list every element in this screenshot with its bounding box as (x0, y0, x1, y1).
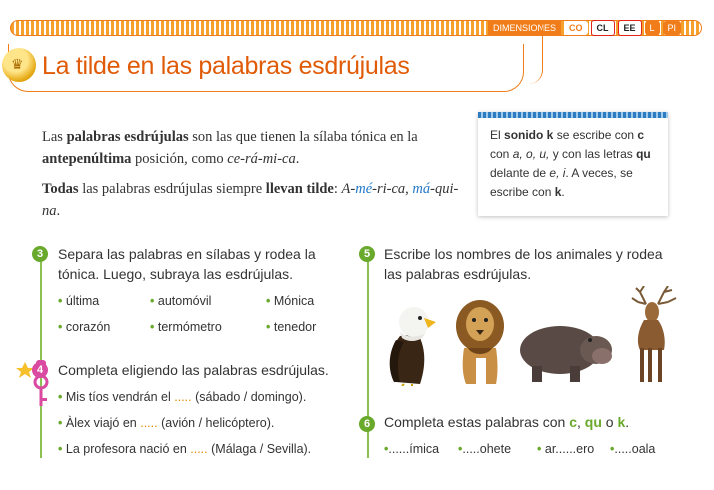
dimensions-bar (488, 20, 681, 36)
dimensions-label: DIMENSIONES (488, 21, 561, 35)
activity-6-word-1: •......ímica (384, 442, 440, 456)
activity-5-number: 5 (359, 246, 375, 262)
intro-paragraph-2: Todas las palabras esdrújulas siempre llevan tilde: A-mé-ri-ca, má-qui-na. (42, 181, 459, 219)
chip-co: CO (564, 21, 588, 35)
activity-4-item-3: • La profesora nació en ..... (Málaga / Sevilla). (58, 442, 312, 456)
activity-3-number: 3 (32, 246, 48, 262)
activity-4-instruction: Completa eligiendo las palabras esdrújulas. (58, 362, 329, 378)
deer-image (618, 286, 684, 386)
eagle-image (382, 300, 442, 386)
activity-3-word-4: • corazón (58, 320, 111, 334)
activity-5-instruction: Escribe los nombres de los animales y rodea las palabras esdrújulas. (384, 246, 663, 282)
lion-image (446, 298, 516, 386)
activity-3-word-1: • última (58, 294, 100, 308)
intro-paragraph-1: Las palabras esdrújulas son las que tienen la sílaba tónica en la antepenúltima posición, como ce-rá-mi-ca. (42, 129, 418, 167)
activity-4-item-2: • Àlex viajó en ..... (avión / helicóptero). (58, 416, 275, 430)
activity-4-item-1: • Mis tíos vendrán el ..... (sábado / domingo). (58, 390, 307, 404)
activity-6-instruction: Completa estas palabras con c, qu o k. (384, 414, 630, 430)
title-frame-curve (524, 28, 543, 84)
tip-box: El sonido k se escribe con c con a, o, u, y con las letras qu delante de e, i. A veces, se escribe con k. (478, 112, 668, 216)
activity-6-word-2: •.....ohete (458, 442, 512, 456)
activity-4-number: 4 (32, 362, 48, 378)
key-icon (12, 352, 52, 412)
activity-3-word-3: • Mónica (266, 294, 315, 308)
coin-icon: ♛ (2, 48, 36, 82)
tip-band (478, 112, 668, 118)
activity-6-number: 6 (359, 416, 375, 432)
activity-3-instruction: Separa las palabras en sílabas y rodea la tónica. Luego, subraya las esdrújulas. (58, 246, 316, 282)
hippo-image (514, 316, 614, 386)
activity-3-word-5: • termómetro (150, 320, 222, 334)
activity-6-word-4: •.....oala (610, 442, 656, 456)
chip-cl: CL (591, 20, 615, 36)
chip-l: L (645, 21, 660, 35)
activity-3-word-6: • tenedor (266, 320, 317, 334)
activity-3-word-2: • automóvil (150, 294, 212, 308)
page-title: La tilde en las palabras esdrújulas (42, 52, 410, 80)
chip-pi: PI (663, 21, 682, 35)
chip-ee: EE (618, 20, 642, 36)
activity-6-word-3: • ar......ero (537, 442, 595, 456)
